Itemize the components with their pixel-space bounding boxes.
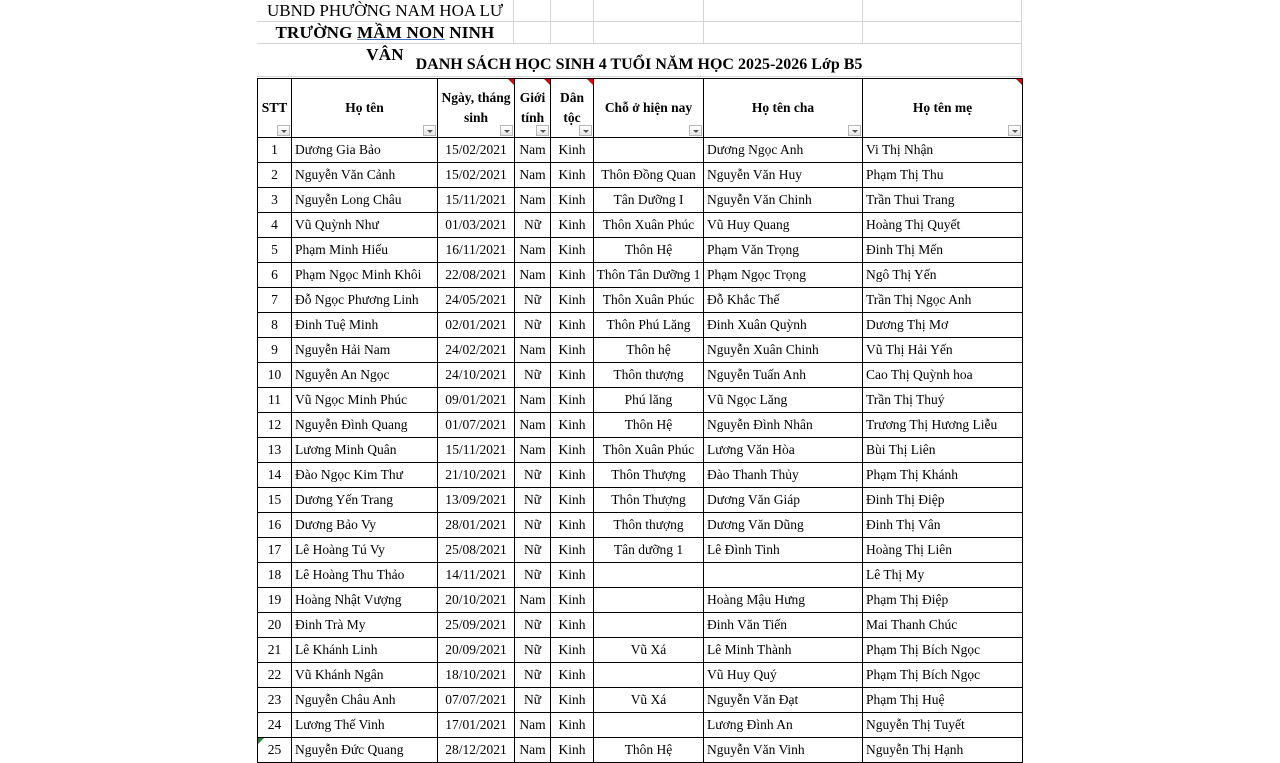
- cell-father-name[interactable]: Lê Minh Thành: [704, 638, 863, 663]
- empty-cell[interactable]: [593, 0, 703, 21]
- cell-father-name[interactable]: Nguyễn Xuân Chinh: [704, 338, 863, 363]
- cell-mother-name[interactable]: Cao Thị Quỳnh hoa: [863, 363, 1023, 388]
- cell-address[interactable]: Thôn Thượng: [594, 488, 704, 513]
- cell-ethnicity[interactable]: Kinh: [551, 588, 594, 613]
- table-row: [258, 513, 1023, 538]
- cell-gender[interactable]: Nam: [515, 438, 551, 463]
- cell-father-name[interactable]: Nguyễn Văn Huy: [704, 163, 863, 188]
- cell-father-name[interactable]: Phạm Văn Trọng: [704, 238, 863, 263]
- cell-ethnicity[interactable]: Kinh: [551, 638, 594, 663]
- cell-address[interactable]: Thôn thượng: [594, 363, 704, 388]
- cell-father-name[interactable]: Vũ Huy Quý: [704, 663, 863, 688]
- cell-gender[interactable]: Nữ: [515, 363, 551, 388]
- list-title[interactable]: DANH SÁCH HỌC SINH 4 TUỔI NĂM HỌC 2025-2026 Lớp B5: [257, 44, 1022, 77]
- cell-student-name[interactable]: Lê Hoàng Tú Vy: [292, 538, 438, 563]
- cell-gender[interactable]: Nữ: [515, 463, 551, 488]
- cell-student-name[interactable]: Dương Yến Trang: [292, 488, 438, 513]
- cell-dob[interactable]: 24/02/2021: [438, 338, 515, 363]
- cell-dob[interactable]: 24/10/2021: [438, 363, 515, 388]
- cell-gender[interactable]: Nam: [515, 588, 551, 613]
- cell-gender[interactable]: Nam: [515, 138, 551, 163]
- cell-address[interactable]: Thôn thượng: [594, 513, 704, 538]
- cell-mother-name[interactable]: Nguyễn Thị Tuyết: [863, 713, 1023, 738]
- table-row: [258, 413, 1023, 438]
- cell-dob[interactable]: 25/08/2021: [438, 538, 515, 563]
- cell-ethnicity[interactable]: Kinh: [551, 438, 594, 463]
- filter-dropdown-icon[interactable]: [1008, 125, 1021, 136]
- cell-father-name[interactable]: Lê Đình Tinh: [704, 538, 863, 563]
- cell-mother-name[interactable]: Trương Thị Hương Liễu: [863, 413, 1023, 438]
- cell-student-name[interactable]: Vũ Quỳnh Như: [292, 213, 438, 238]
- cell-dob[interactable]: 13/09/2021: [438, 488, 515, 513]
- cell-student-name[interactable]: Dương Bảo Vy: [292, 513, 438, 538]
- cell-stt[interactable]: 12: [258, 413, 292, 438]
- cell-gender[interactable]: Nữ: [515, 638, 551, 663]
- cell-mother-name[interactable]: Hoàng Thị Quyết: [863, 213, 1023, 238]
- cell-stt[interactable]: 7: [258, 288, 292, 313]
- filter-dropdown-icon[interactable]: [500, 125, 513, 136]
- empty-cell[interactable]: [550, 0, 593, 21]
- filter-dropdown-icon[interactable]: [423, 125, 436, 136]
- cell-ethnicity[interactable]: Kinh: [551, 138, 594, 163]
- table-row: [258, 613, 1023, 638]
- table-row: [258, 588, 1023, 613]
- cell-father-name[interactable]: Đinh Văn Tiến: [704, 613, 863, 638]
- cell-gender[interactable]: Nữ: [515, 213, 551, 238]
- filter-dropdown-icon[interactable]: [689, 125, 702, 136]
- cell-student-name[interactable]: Nguyễn Châu Anh: [292, 688, 438, 713]
- cell-stt[interactable]: 5: [258, 238, 292, 263]
- cell-mother-name[interactable]: Phạm Thị Huệ: [863, 688, 1023, 713]
- cell-father-name[interactable]: Vũ Huy Quang: [704, 213, 863, 238]
- empty-cell[interactable]: [513, 0, 550, 21]
- table-row: [258, 688, 1023, 713]
- cell-mother-name[interactable]: Trần Thị Thuý: [863, 388, 1023, 413]
- cell-student-name[interactable]: Nguyễn Đức Quang: [292, 738, 438, 763]
- cell-ethnicity[interactable]: Kinh: [551, 313, 594, 338]
- cell-ethnicity[interactable]: Kinh: [551, 563, 594, 588]
- cell-ethnicity[interactable]: Kinh: [551, 288, 594, 313]
- cell-stt[interactable]: 15: [258, 488, 292, 513]
- authority-cell[interactable]: UBND PHƯỜNG NAM HOA LƯ: [266, 1, 504, 20]
- column-header-ethnicity[interactable]: [551, 79, 594, 138]
- cell-stt[interactable]: 11: [258, 388, 292, 413]
- cell-stt[interactable]: 21: [258, 638, 292, 663]
- cell-father-name[interactable]: Nguyễn Đình Nhân: [704, 413, 863, 438]
- table-row: [258, 263, 1023, 288]
- cell-gender[interactable]: Nữ: [515, 563, 551, 588]
- comment-marker-icon[interactable]: [544, 79, 550, 85]
- cell-address[interactable]: [594, 138, 704, 163]
- cell-dob[interactable]: 18/10/2021: [438, 663, 515, 688]
- cell-mother-name[interactable]: Đinh Thị Vân: [863, 513, 1023, 538]
- table-row: [258, 238, 1023, 263]
- cell-address[interactable]: Tân dưỡng 1: [594, 538, 704, 563]
- cell-address[interactable]: Phú lăng: [594, 388, 704, 413]
- cell-ethnicity[interactable]: Kinh: [551, 488, 594, 513]
- cell-stt[interactable]: 16: [258, 513, 292, 538]
- cell-father-name[interactable]: Phạm Ngọc Trọng: [704, 263, 863, 288]
- cell-mother-name[interactable]: Ngô Thị Yến: [863, 263, 1023, 288]
- cell-dob[interactable]: 25/09/2021: [438, 613, 515, 638]
- table-row: [258, 563, 1023, 588]
- cell-gender[interactable]: Nữ: [515, 613, 551, 638]
- table-row: [258, 388, 1023, 413]
- cell-stt[interactable]: 8: [258, 313, 292, 338]
- cell-dob[interactable]: 09/01/2021: [438, 388, 515, 413]
- cell-student-name[interactable]: Lương Thế Vinh: [292, 713, 438, 738]
- table-row: [258, 738, 1023, 763]
- cell-father-name[interactable]: Nguyễn Văn Vinh: [704, 738, 863, 763]
- cell-father-name[interactable]: Đinh Xuân Quỳnh: [704, 313, 863, 338]
- empty-cell[interactable]: [703, 0, 862, 21]
- cell-address[interactable]: Vũ Xá: [594, 638, 704, 663]
- cell-student-name[interactable]: Nguyễn An Ngọc: [292, 363, 438, 388]
- filter-dropdown-icon[interactable]: [536, 125, 549, 136]
- cell-ethnicity[interactable]: Kinh: [551, 188, 594, 213]
- empty-cell[interactable]: [513, 22, 550, 43]
- cell-address[interactable]: Thôn Hệ: [594, 238, 704, 263]
- cell-address[interactable]: Thôn Xuân Phúc: [594, 438, 704, 463]
- cell-student-name[interactable]: Vũ Ngọc Minh Phúc: [292, 388, 438, 413]
- cell-dob[interactable]: 15/02/2021: [438, 138, 515, 163]
- table-row: [258, 663, 1023, 688]
- empty-cell[interactable]: [862, 22, 1022, 43]
- cell-dob[interactable]: 14/11/2021: [438, 563, 515, 588]
- column-header-label: Họ tên cha: [751, 100, 815, 115]
- cell-student-name[interactable]: Nguyễn Văn Cảnh: [292, 163, 438, 188]
- cell-dob[interactable]: 01/07/2021: [438, 413, 515, 438]
- cell-father-name[interactable]: Nguyễn Văn Chinh: [704, 188, 863, 213]
- column-header-label: Chỗ ở hiện nay: [604, 100, 693, 115]
- cell-address[interactable]: Tân Dưỡng I: [594, 188, 704, 213]
- cell-stt[interactable]: 1: [258, 138, 292, 163]
- student-table: [257, 78, 1023, 763]
- column-header-label: Giới tính: [519, 90, 546, 125]
- cell-mother-name[interactable]: Nguyễn Thị Hạnh: [863, 738, 1023, 763]
- cell-ethnicity[interactable]: Kinh: [551, 688, 594, 713]
- cell-student-name[interactable]: Hoàng Nhật Vượng: [292, 588, 438, 613]
- column-header-label: Dân tộc: [559, 90, 584, 125]
- cell-dob[interactable]: 15/11/2021: [438, 438, 515, 463]
- table-row: [258, 488, 1023, 513]
- cell-gender[interactable]: Nữ: [515, 538, 551, 563]
- comment-marker-icon[interactable]: [508, 79, 514, 85]
- empty-cell[interactable]: [550, 22, 593, 43]
- cell-mother-name[interactable]: Mai Thanh Chúc: [863, 613, 1023, 638]
- table-row: [258, 138, 1023, 163]
- cell-stt[interactable]: 18: [258, 563, 292, 588]
- cell-ethnicity[interactable]: Kinh: [551, 238, 594, 263]
- cell-ethnicity[interactable]: Kinh: [551, 513, 594, 538]
- empty-cell[interactable]: [593, 22, 703, 43]
- filter-dropdown-icon[interactable]: [848, 125, 861, 136]
- cell-stt[interactable]: 17: [258, 538, 292, 563]
- cell-ethnicity[interactable]: Kinh: [551, 738, 594, 763]
- cell-father-name[interactable]: Vũ Ngọc Lăng: [704, 388, 863, 413]
- cell-ethnicity[interactable]: Kinh: [551, 388, 594, 413]
- cell-stt[interactable]: 9: [258, 338, 292, 363]
- table-row: [258, 163, 1023, 188]
- cell-dob[interactable]: 28/01/2021: [438, 513, 515, 538]
- cell-ethnicity[interactable]: Kinh: [551, 538, 594, 563]
- cell-address[interactable]: Vũ Xá: [594, 688, 704, 713]
- cell-mother-name[interactable]: Đinh Thị Mến: [863, 238, 1023, 263]
- cell-student-name[interactable]: Đào Ngọc Kim Thư: [292, 463, 438, 488]
- cell-gender[interactable]: Nữ: [515, 513, 551, 538]
- cell-ethnicity[interactable]: Kinh: [551, 163, 594, 188]
- cell-gender[interactable]: Nam: [515, 413, 551, 438]
- cell-stt[interactable]: 25: [258, 738, 292, 763]
- cell-mother-name[interactable]: Phạm Thị Khánh: [863, 463, 1023, 488]
- cell-father-name[interactable]: Dương Ngọc Anh: [704, 138, 863, 163]
- cell-mother-name[interactable]: Trần Thị Ngọc Anh: [863, 288, 1023, 313]
- cell-address[interactable]: Thôn Phú Lăng: [594, 313, 704, 338]
- filter-dropdown-icon[interactable]: [579, 125, 592, 136]
- cell-ethnicity[interactable]: Kinh: [551, 213, 594, 238]
- cell-father-name[interactable]: Lương Đình An: [704, 713, 863, 738]
- table-row: [258, 438, 1023, 463]
- cell-stt[interactable]: 4: [258, 213, 292, 238]
- cell-address[interactable]: Thôn Xuân Phúc: [594, 288, 704, 313]
- school-name-cell[interactable]: [257, 22, 513, 66]
- cell-gender[interactable]: Nữ: [515, 688, 551, 713]
- cell-student-name[interactable]: Dương Gia Bảo: [292, 138, 438, 163]
- cell-mother-name[interactable]: Phạm Thị Bích Ngọc: [863, 663, 1023, 688]
- cell-address[interactable]: [594, 663, 704, 688]
- cell-mother-name[interactable]: Đinh Thị Điệp: [863, 488, 1023, 513]
- cell-ethnicity[interactable]: Kinh: [551, 663, 594, 688]
- cell-student-name[interactable]: Lê Hoàng Thu Thảo: [292, 563, 438, 588]
- column-header-address[interactable]: [594, 79, 704, 138]
- cell-father-name[interactable]: Lương Văn Hòa: [704, 438, 863, 463]
- cell-ethnicity[interactable]: Kinh: [551, 713, 594, 738]
- spreadsheet: [257, 0, 1022, 763]
- column-header-father[interactable]: [704, 79, 863, 138]
- table-row: [258, 188, 1023, 213]
- cell-student-name[interactable]: Lê Khánh Linh: [292, 638, 438, 663]
- cell-dob[interactable]: 16/11/2021: [438, 238, 515, 263]
- cell-gender[interactable]: Nam: [515, 188, 551, 213]
- table-row: [258, 713, 1023, 738]
- cell-dob[interactable]: 24/05/2021: [438, 288, 515, 313]
- table-row: [258, 338, 1023, 363]
- cell-gender[interactable]: Nam: [515, 388, 551, 413]
- table-body: [258, 138, 1023, 763]
- cell-student-name[interactable]: Phạm Minh Hiếu: [292, 238, 438, 263]
- table-row: [258, 363, 1023, 388]
- cell-mother-name[interactable]: Phạm Thị Điệp: [863, 588, 1023, 613]
- cell-gender[interactable]: Nam: [515, 338, 551, 363]
- cell-stt[interactable]: 6: [258, 263, 292, 288]
- cell-dob[interactable]: 01/03/2021: [438, 213, 515, 238]
- cell-stt[interactable]: 14: [258, 463, 292, 488]
- cell-father-name[interactable]: Dương Văn Giáp: [704, 488, 863, 513]
- cell-gender[interactable]: Nam: [515, 263, 551, 288]
- school-suffix: NINH VÂN: [366, 23, 495, 64]
- cell-mother-name[interactable]: Lê Thị My: [863, 563, 1023, 588]
- cell-ethnicity[interactable]: Kinh: [551, 263, 594, 288]
- cell-address[interactable]: Thôn hệ: [594, 338, 704, 363]
- cell-address[interactable]: [594, 563, 704, 588]
- cell-address[interactable]: Thôn Thượng: [594, 463, 704, 488]
- cell-stt[interactable]: 3: [258, 188, 292, 213]
- cell-father-name[interactable]: [704, 563, 863, 588]
- cell-stt[interactable]: 2: [258, 163, 292, 188]
- cell-student-name[interactable]: Nguyễn Long Châu: [292, 188, 438, 213]
- cell-dob[interactable]: 15/11/2021: [438, 188, 515, 213]
- comment-marker-icon[interactable]: [1016, 79, 1022, 85]
- cell-father-name[interactable]: Đào Thanh Thủy: [704, 463, 863, 488]
- column-header-label: Họ tên: [345, 100, 384, 115]
- cell-mother-name[interactable]: Trần Thui Trang: [863, 188, 1023, 213]
- cell-gender[interactable]: Nam: [515, 738, 551, 763]
- cell-ethnicity[interactable]: Kinh: [551, 413, 594, 438]
- empty-cells: [513, 0, 1022, 21]
- cell-dob[interactable]: 20/09/2021: [438, 638, 515, 663]
- cell-father-name[interactable]: Nguyễn Văn Đạt: [704, 688, 863, 713]
- empty-cell[interactable]: [862, 0, 1022, 21]
- cell-stt[interactable]: 20: [258, 613, 292, 638]
- empty-cell[interactable]: [703, 22, 862, 43]
- cell-ethnicity[interactable]: Kinh: [551, 613, 594, 638]
- cell-dob[interactable]: 28/12/2021: [438, 738, 515, 763]
- cell-father-name[interactable]: Đỗ Khắc Thế: [704, 288, 863, 313]
- cell-dob[interactable]: 22/08/2021: [438, 263, 515, 288]
- cell-student-name[interactable]: Đỗ Ngọc Phương Linh: [292, 288, 438, 313]
- cell-stt[interactable]: 23: [258, 688, 292, 713]
- cell-address[interactable]: Thôn Xuân Phúc: [594, 213, 704, 238]
- cell-student-name[interactable]: Phạm Ngọc Minh Khôi: [292, 263, 438, 288]
- table-row: [258, 638, 1023, 663]
- cell-address[interactable]: Thôn Đồng Quan: [594, 163, 704, 188]
- school-prefix: TRƯỜNG: [275, 23, 358, 42]
- filter-dropdown-icon[interactable]: [277, 125, 290, 136]
- cell-gender[interactable]: Nam: [515, 238, 551, 263]
- cell-dob[interactable]: 15/02/2021: [438, 163, 515, 188]
- cell-student-name[interactable]: Nguyễn Hải Nam: [292, 338, 438, 363]
- table-row: [258, 213, 1023, 238]
- cell-ethnicity[interactable]: Kinh: [551, 363, 594, 388]
- cell-dob[interactable]: 17/01/2021: [438, 713, 515, 738]
- cell-father-name[interactable]: Hoàng Mậu Hưng: [704, 588, 863, 613]
- cell-dob[interactable]: 07/07/2021: [438, 688, 515, 713]
- column-header-label: STT: [261, 100, 288, 115]
- cell-gender[interactable]: Nữ: [515, 488, 551, 513]
- cell-address[interactable]: [594, 613, 704, 638]
- column-header-mother[interactable]: [863, 79, 1023, 138]
- cell-gender[interactable]: Nam: [515, 713, 551, 738]
- cell-stt[interactable]: 22: [258, 663, 292, 688]
- cell-mother-name[interactable]: Phạm Thị Bích Ngọc: [863, 638, 1023, 663]
- column-header-name[interactable]: [292, 79, 438, 138]
- cell-stt[interactable]: 10: [258, 363, 292, 388]
- cell-stt[interactable]: 13: [258, 438, 292, 463]
- cell-address[interactable]: Thôn Hệ: [594, 738, 704, 763]
- cell-father-name[interactable]: Dương Văn Dũng: [704, 513, 863, 538]
- table-row: [258, 538, 1023, 563]
- cell-student-name[interactable]: Lương Minh Quân: [292, 438, 438, 463]
- table-row: [258, 288, 1023, 313]
- cell-student-name[interactable]: Vũ Khánh Ngân: [292, 663, 438, 688]
- school-underlined: MẦM NON: [357, 23, 445, 42]
- cell-stt[interactable]: 19: [258, 588, 292, 613]
- cell-dob[interactable]: 21/10/2021: [438, 463, 515, 488]
- cell-dob[interactable]: 20/10/2021: [438, 588, 515, 613]
- cell-gender[interactable]: Nữ: [515, 663, 551, 688]
- cell-gender[interactable]: Nữ: [515, 313, 551, 338]
- table-row: [258, 313, 1023, 338]
- cell-student-name[interactable]: Nguyễn Đình Quang: [292, 413, 438, 438]
- cell-mother-name[interactable]: Hoàng Thị Liên: [863, 538, 1023, 563]
- cell-ethnicity[interactable]: Kinh: [551, 338, 594, 363]
- column-header-dob[interactable]: [438, 79, 515, 138]
- cell-father-name[interactable]: Nguyễn Tuấn Anh: [704, 363, 863, 388]
- cell-stt[interactable]: 24: [258, 713, 292, 738]
- column-header-stt[interactable]: [258, 79, 292, 138]
- sheet-row-authority: [257, 0, 1022, 22]
- column-header-label: Họ tên mẹ: [912, 100, 973, 115]
- sheet-row-school: [257, 22, 1022, 64]
- cell-address[interactable]: [594, 588, 704, 613]
- cell-mother-name[interactable]: Vũ Thị Hải Yến: [863, 338, 1023, 363]
- table-row: [258, 463, 1023, 488]
- cell-address[interactable]: Thôn Tân Dưỡng 1: [594, 263, 704, 288]
- cell-student-name[interactable]: Đinh Trà My: [292, 613, 438, 638]
- empty-cells: [513, 22, 1022, 43]
- cell-ethnicity[interactable]: Kinh: [551, 463, 594, 488]
- cell-mother-name[interactable]: Dương Thị Mơ: [863, 313, 1023, 338]
- cell-address[interactable]: Thôn Hệ: [594, 413, 704, 438]
- cell-dob[interactable]: 02/01/2021: [438, 313, 515, 338]
- cell-gender[interactable]: Nam: [515, 163, 551, 188]
- cell-gender[interactable]: Nữ: [515, 288, 551, 313]
- cell-student-name[interactable]: Đinh Tuệ Minh: [292, 313, 438, 338]
- cell-address[interactable]: [594, 713, 704, 738]
- column-header-label: Ngày, tháng sinh: [441, 90, 511, 125]
- column-header-gender[interactable]: [515, 79, 551, 138]
- cell-mother-name[interactable]: Phạm Thị Thu: [863, 163, 1023, 188]
- table-header-row: [258, 79, 1023, 138]
- error-indicator-icon[interactable]: [258, 738, 264, 744]
- cell-mother-name[interactable]: Vi Thị Nhận: [863, 138, 1023, 163]
- comment-marker-icon[interactable]: [587, 79, 593, 85]
- cell-mother-name[interactable]: Bùi Thị Liên: [863, 438, 1023, 463]
